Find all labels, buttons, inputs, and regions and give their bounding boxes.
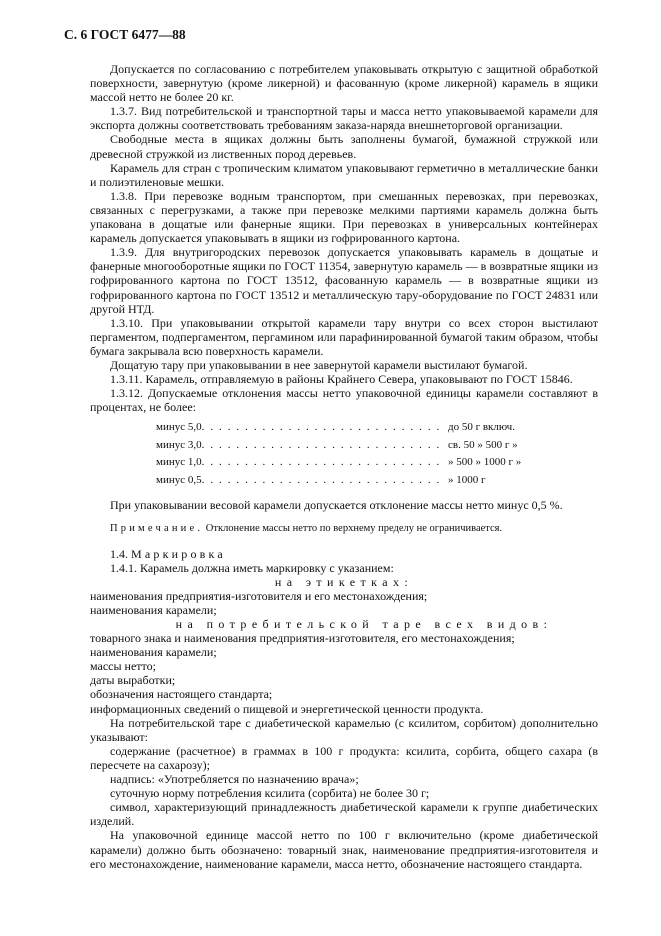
list-item: даты выработки; (90, 673, 176, 688)
leader-dots (202, 438, 444, 452)
list-item: обозначения настоящего стандарта; (90, 687, 273, 702)
weight-note: При упаковывании весовой карамели допускается отклонение массы нетто минус 0,5 %. (110, 498, 563, 513)
leader-dots (202, 473, 444, 487)
tolerance-value: минус 0,5 (156, 473, 202, 486)
tolerance-value: минус 3,0 (156, 438, 202, 451)
list-item: товарного знака и наименования предприятия-изготовителя, его местонахождения; (90, 631, 515, 646)
list-item: наименования предприятия-изготовителя и его местонахождения; (90, 588, 428, 603)
paragraph: Свободные места в ящиках должны быть заполнены бумагой, бумажной стружкой или древесной стружкой из лиственных пород деревьев. (90, 132, 598, 161)
paragraph-1-3-8: 1.3.8. При перевозке водным транспортом, при смешанных перевозках, при перевозках, связанных с перегрузками, а также при перевозке мелкими партиями карамель должна быть упакована в дощатые или фанерные ящики. При перевозках в универсальных контейнерах карамель допускается упаковывать в ящики из гофрированного картона. (90, 188, 598, 246)
document-body (90, 62, 598, 871)
list-item: содержание (расчетное) в граммах в 100 г продукта: ксилита, сорбита, общего сахара (в пересчете на сахарозу); (90, 743, 598, 772)
tolerance-row (156, 455, 586, 473)
tolerance-range: » 500 » 1000 г » (448, 456, 522, 469)
tolerance-value: минус 5,0 (156, 421, 202, 434)
paragraph: На потребительской таре с диабетической карамелью (с ксилитом, сорбитом) дополнительно указывают: (90, 715, 598, 744)
paragraph: На упаковочной единице массой нетто по 100 г включительно (кроме диабетической карамели) должно быть обозначено: товарный знак, наименование предприятия-изготовителя и его местонахождение, наименование карамели, масса нетто, обозначение настоящего стандарта. (90, 828, 598, 871)
section-number: 1.4. (110, 546, 131, 561)
paragraph-1-3-11: 1.3.11. Карамель, отправляемую в районы Крайнего Севера, упаковывают по ГОСТ 15846. (110, 372, 573, 387)
list-item: наименования карамели; (90, 645, 217, 660)
page-header: С. 6 ГОСТ 6477—88 (64, 27, 186, 42)
tolerance-range: » 1000 г (448, 473, 486, 486)
section-heading (90, 547, 598, 561)
note (90, 522, 598, 536)
paragraph: Допускается по согласованию с потребителем упаковывать открытую с защитной обработкой поверхности, завернутую (кроме ликерной) и фасованную (кроме ликерной) карамель в ящики массой нетто не более 20 кг. (90, 62, 598, 105)
paragraph-1-3-12: 1.3.12. Допускаемые отклонения массы нетто упаковочной единицы карамели составляют в процентах, не более: (90, 386, 598, 415)
list-item: суточную норму потребления ксилита (сорбита) не более 30 г; (110, 786, 430, 801)
tolerance-row (156, 420, 586, 438)
subheading-labels: на этикетках: (274, 574, 414, 589)
list-item: символ, характеризующий принадлежность диабетической карамели к группе диабетических изделий. (90, 800, 598, 829)
note-label: Примечание. (110, 523, 204, 535)
tolerance-row (156, 438, 586, 456)
tolerance-row (156, 473, 586, 491)
list-item: информационных сведений о пищевой и энергетической ценности продукта. (90, 701, 484, 716)
list-item: массы нетто; (90, 659, 156, 674)
paragraph-1-4-1: 1.4.1. Карамель должна иметь маркировку с указанием: (110, 560, 394, 575)
tolerance-value: минус 1,0 (156, 456, 202, 469)
paragraph: Карамель для стран с тропическим климатом упаковывают герметично в металлические банки и полиэтиленовые мешки. (90, 160, 598, 189)
paragraph: Дощатую тару при упаковывании в нее завернутой карамели выстилают бумагой. (110, 357, 528, 372)
section-title: Маркировка (131, 546, 226, 561)
subheading-container: на потребительской таре всех видов: (175, 617, 553, 631)
leader-dots (202, 455, 444, 469)
tolerance-range: св. 50 » 500 г » (448, 438, 518, 451)
list-item: наименования карамели; (90, 602, 217, 617)
paragraph-1-3-10: 1.3.10. При упаковывании открытой карамели тару внутри со всех сторон выстилают пергаментом, подпергаментом, пергамином или парафинированной бумагой таким образом, чтобы бумага закрывала всю поверхность карамели. (90, 315, 598, 358)
paragraph-1-3-7: 1.3.7. Вид потребительской и транспортной тары и масса нетто упаковываемой карамели для экспорта должны соответствовать требованиям заказа-наряда внешнеторговой организации. (90, 104, 598, 133)
tolerance-list (156, 420, 586, 490)
paragraph-1-3-9: 1.3.9. Для внутригородских перевозок допускается упаковывать карамель в дощатые и фанерные многооборотные ящики по ГОСТ 11354, завернутую карамель — в возвратные ящики из гофрированного картона по ГОСТ 13512, фасованную карамель — в возвратные ящики из гофрированного картона по ГОСТ 13512 и металлическую тару-оборудование по ГОСТ 24831 или другой НТД. (90, 245, 598, 316)
tolerance-range: до 50 г включ. (448, 421, 515, 434)
leader-dots (202, 420, 444, 434)
note-text: Отклонение массы нетто по верхнему пределу не ограничивается. (203, 523, 503, 535)
list-item: надпись: «Употребляется по назначению врача»; (110, 772, 359, 787)
